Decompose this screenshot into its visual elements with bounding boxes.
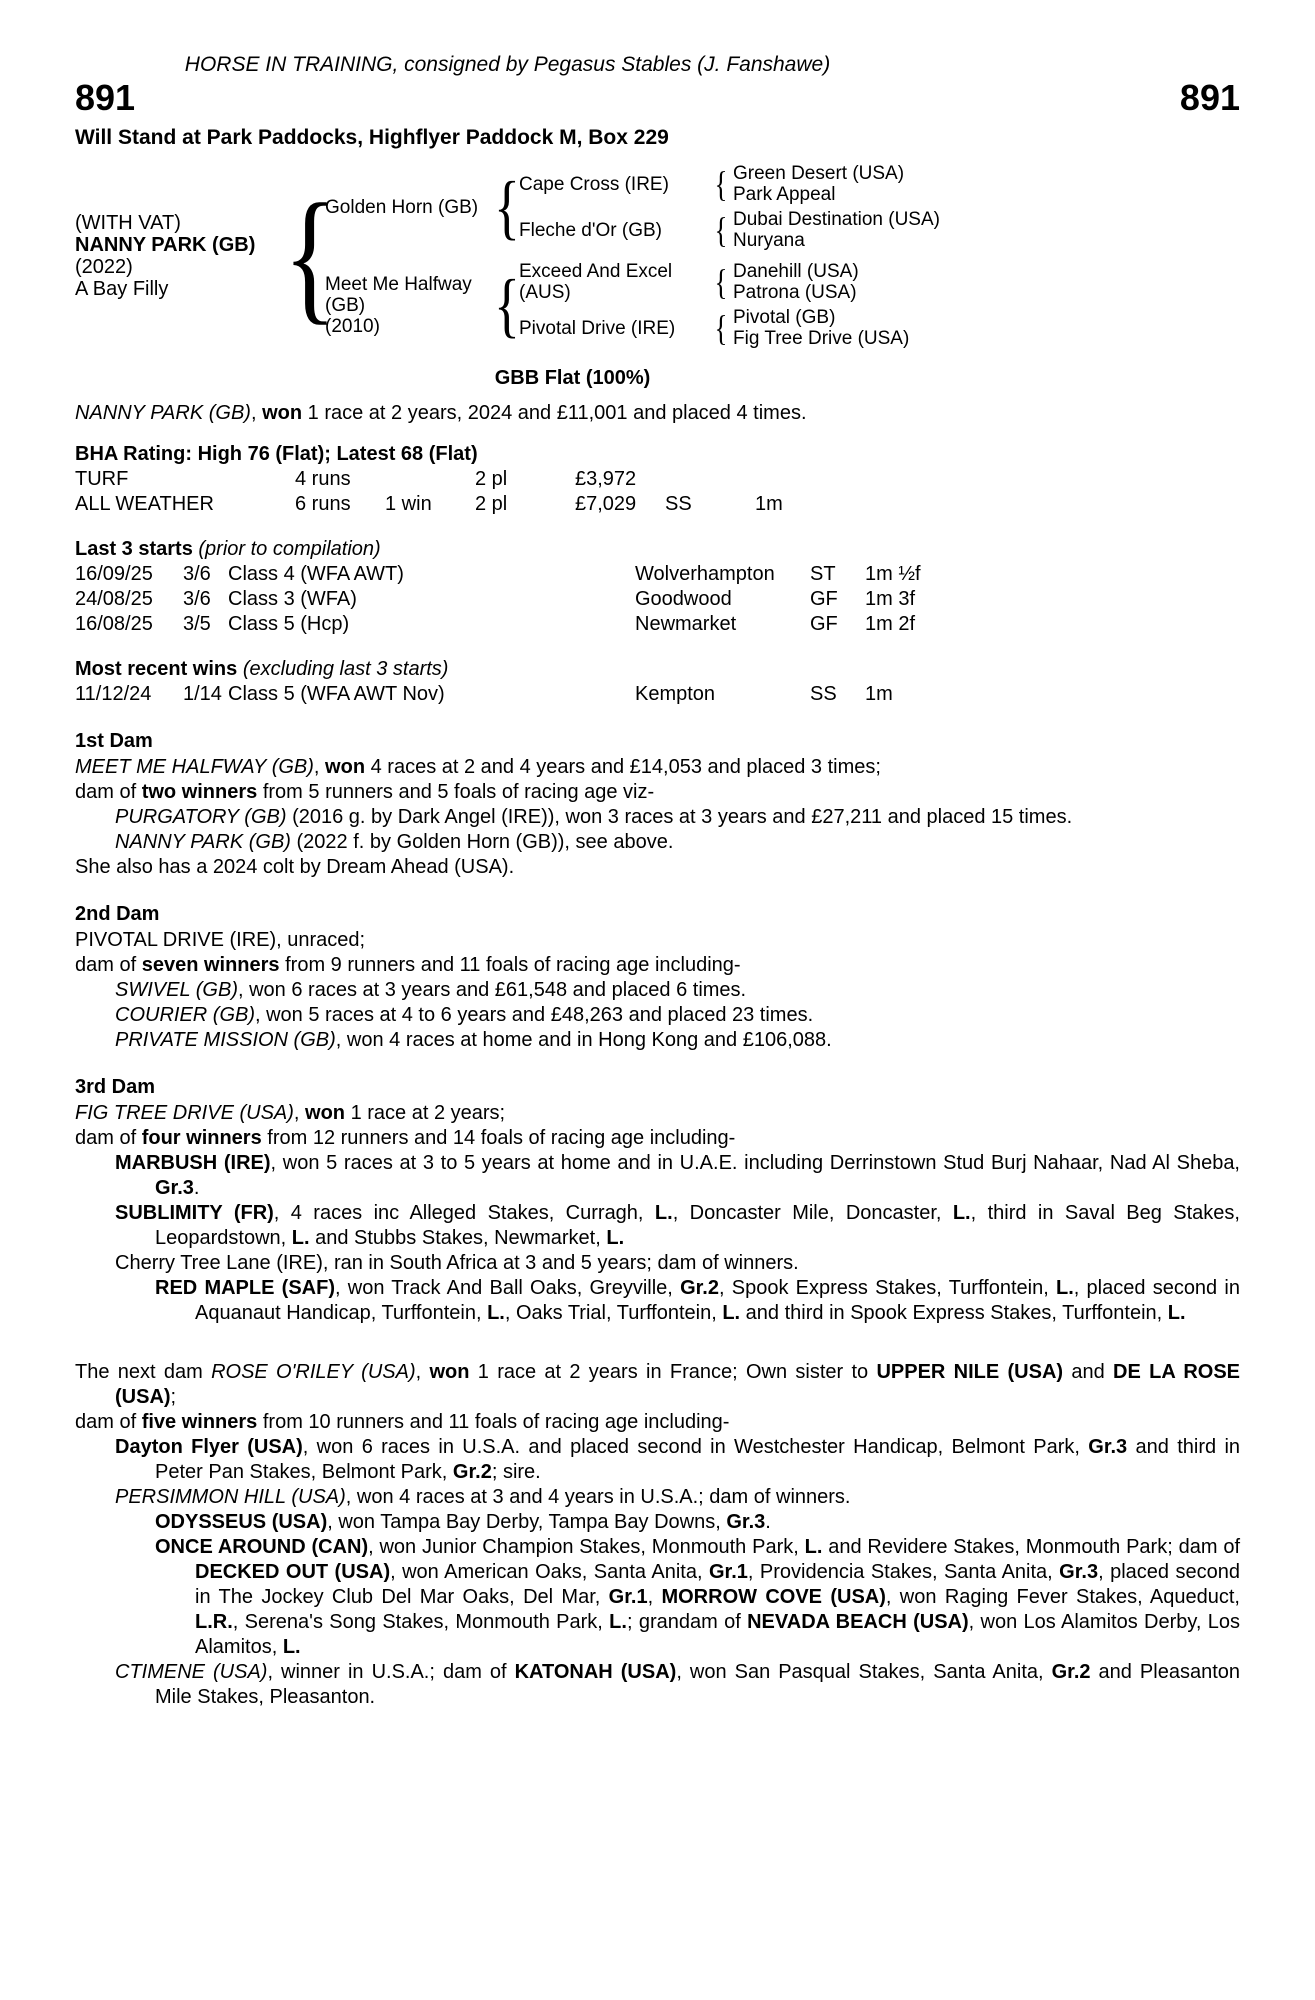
start-row — [75, 612, 1240, 637]
great-grandparent-name: Patrona (USA) — [733, 282, 857, 303]
win-row — [75, 682, 1240, 707]
paragraph: Dayton Flyer (USA), won 6 races in U.S.A. and placed second in Westchester Handicap, Belmont Park, Gr.3 and third in Peter Pan Stakes, Belmont Park, Gr.2; sire. — [115, 1436, 1241, 1483]
dam-branch — [325, 259, 1240, 351]
recent-wins-heading-label: Most recent wins — [75, 658, 238, 680]
lot-number-row — [75, 79, 1240, 117]
section-heading: 3rd Dam — [75, 1076, 156, 1098]
record-cell: £3,972 — [575, 468, 637, 490]
section-heading: 1st Dam — [75, 730, 153, 752]
lot-number-right: 891 — [1179, 77, 1240, 118]
paragraph: PIVOTAL DRIVE (IRE), unraced; — [75, 929, 366, 951]
paragraph: MARBUSH (IRE), won 5 races at 3 to 5 years at home and in U.A.E. including Derrinstown Stud Burj Nahaar, Nad Al Sheba, Gr.3. — [115, 1152, 1240, 1199]
paragraph: PRIVATE MISSION (GB), won 4 races at home and in Hong Kong and £106,088. — [115, 1029, 832, 1051]
win-course: Kempton — [635, 683, 716, 705]
pedigree-brace-icon: { — [714, 210, 728, 250]
foal-year: (2022) — [75, 256, 133, 278]
great-grandparent-name: Park Appeal — [733, 184, 836, 205]
pedigree-tree — [325, 158, 1240, 354]
paragraph: ONCE AROUND (CAN), won Junior Champion Stakes, Monmouth Park, L. and Revidere Stakes, Monmouth Park; dam of DECKED OUT (USA), won American Oaks, Santa Anita, Gr.1, Providencia Stakes, Santa Anita, Gr.3, placed second in The Jockey Club Del Mar Oaks, Del Mar, Gr.1, MORROW COVE (USA), won Raging Fever Stakes, Aqueduct, L.R., Serena's Song Stakes, Monmouth Park, L.; grandam of NEVADA BEACH (USA), won Los Alamitos Derby, Los Alamitos, L. — [155, 1536, 1241, 1658]
start-going: ST — [810, 563, 836, 585]
record-cell: 1 win — [385, 493, 432, 515]
start-class: Class 3 (WFA) — [228, 588, 357, 610]
record-cell: 1m — [755, 493, 783, 515]
paragraph: RED MAPLE (SAF), won Track And Ball Oaks, Greyville, Gr.2, Spook Express Stakes, Turffontein, L., placed second in Aquanaut Handicap, Turffontein, L., Oaks Trial, Turffontein, L. and third in Spook Express Stakes, Turffontein, L. — [155, 1277, 1240, 1324]
maternal-grandsire-name: Exceed And Excel (AUS) — [519, 261, 673, 303]
start-going: GF — [810, 613, 838, 635]
sire-branch — [325, 161, 1240, 253]
pedigree-brace-icon: { — [283, 174, 337, 338]
start-row — [75, 562, 1240, 587]
pedigree-brace-icon: { — [714, 262, 728, 302]
paragraph: COURIER (GB), won 5 races at 4 to 6 years and £48,263 and placed 23 times. — [115, 1004, 814, 1026]
start-row — [75, 587, 1240, 612]
section-heading: 2nd Dam — [75, 903, 160, 925]
horse-description: A Bay Filly — [75, 278, 169, 300]
start-course: Wolverhampton — [635, 563, 775, 585]
dam-name: Meet Me Halfway (GB) (2010) — [325, 273, 472, 337]
paragraph: dam of two winners from 5 runners and 5 foals of racing age viz- — [75, 781, 655, 803]
lot-number-left: 891 — [75, 77, 136, 118]
great-grandparents — [733, 163, 1240, 205]
great-grandparents — [733, 209, 1240, 251]
start-position: 3/6 — [183, 588, 211, 610]
sire-grandparents — [519, 161, 1240, 253]
section-3rd-dam — [75, 1075, 1240, 1326]
horse-details — [75, 212, 295, 300]
win-class: Class 5 (WFA AWT Nov) — [228, 683, 445, 705]
record-row-all-weather — [75, 492, 1240, 517]
section-2nd-dam — [75, 902, 1240, 1053]
paragraph: She also has a 2024 colt by Dream Ahead (USA). — [75, 856, 515, 878]
paragraph: dam of seven winners from 9 runners and 11 foals of racing age including- — [75, 954, 741, 976]
vat-note: (WITH VAT) — [75, 212, 181, 234]
start-distance: 1m ½f — [865, 563, 921, 585]
section-1st-dam — [75, 729, 1240, 880]
last-starts-heading — [75, 537, 1240, 562]
race-record-summary: NANNY PARK (GB), won 1 race at 2 years, 2024 and £11,001 and placed 4 times. — [75, 402, 807, 424]
record-cell: TURF — [75, 468, 129, 490]
pedigree-brace-icon: { — [494, 167, 520, 247]
great-grandparents — [733, 307, 1240, 349]
sire-name: Golden Horn (GB) — [325, 196, 479, 218]
start-date: 16/08/25 — [75, 613, 153, 635]
pedigree-brace-icon: { — [714, 164, 728, 204]
great-grandparent-name: Danehill (USA) — [733, 261, 859, 282]
paragraph: The next dam ROSE O'RILEY (USA), won 1 race at 2 years in France; Own sister to UPPER NILE (USA) and DE LA ROSE (USA); — [75, 1361, 1241, 1408]
paragraph: CTIMENE (USA), winner in U.S.A.; dam of KATONAH (USA), won San Pasqual Stakes, Santa Anita, Gr.2 and Pleasanton Mile Stakes, Pleasanton. — [115, 1661, 1241, 1708]
paragraph: MEET ME HALFWAY (GB), won 4 races at 2 and 4 years and £14,053 and placed 3 times; — [75, 756, 881, 778]
great-grandparents — [733, 261, 1240, 303]
paragraph: Cherry Tree Lane (IRE), ran in South Africa at 3 and 5 years; dam of winners. — [115, 1252, 799, 1274]
start-date: 24/08/25 — [75, 588, 153, 610]
win-distance: 1m — [865, 683, 893, 705]
win-going: SS — [810, 683, 837, 705]
paragraph: ODYSSEUS (USA), won Tampa Bay Derby, Tampa Bay Downs, Gr.3. — [155, 1511, 771, 1533]
start-class: Class 5 (Hcp) — [228, 613, 350, 635]
paternal-grandsire-name: Cape Cross (IRE) — [519, 173, 669, 195]
consignor-line: HORSE IN TRAINING, consigned by Pegasus Stables (J. Fanshawe) — [184, 53, 831, 76]
paternal-grandsire-group — [519, 163, 1240, 205]
great-grandparent-name: Green Desert (USA) — [733, 163, 905, 184]
record-cell: 4 runs — [295, 468, 351, 490]
start-going: GF — [810, 588, 838, 610]
paragraph: FIG TREE DRIVE (USA), won 1 race at 2 years; — [75, 1102, 506, 1124]
paragraph: dam of five winners from 10 runners and 11 foals of racing age including- — [75, 1411, 730, 1433]
paternal-granddam-group — [519, 209, 1240, 251]
recent-wins-heading-note: (excluding last 3 starts) — [237, 658, 449, 680]
paragraph: dam of four winners from 12 runners and 14 foals of racing age including- — [75, 1127, 736, 1149]
stand-location: Will Stand at Park Paddocks, Highflyer Paddock M, Box 229 — [75, 126, 669, 149]
paragraph: SWIVEL (GB), won 6 races at 3 years and £61,548 and placed 6 times. — [115, 979, 747, 1001]
maternal-granddam-group — [519, 307, 1240, 349]
record-cell: 6 runs — [295, 493, 351, 515]
gbb-scheme-line: GBB Flat (100%) — [494, 367, 651, 389]
record-row-turf — [75, 467, 1240, 492]
record-cell — [385, 467, 475, 492]
recent-wins-heading — [75, 657, 1240, 682]
dam-grandparents — [519, 259, 1240, 351]
record-cell: 2 pl — [475, 468, 508, 490]
start-course: Goodwood — [635, 588, 732, 610]
great-grandparent-name: Pivotal (GB) — [733, 307, 836, 328]
record-cell: £7,029 — [575, 493, 637, 515]
maternal-grandsire-group — [519, 261, 1240, 303]
start-distance: 1m 2f — [865, 613, 916, 635]
great-grandparent-name: Nuryana — [733, 230, 805, 251]
start-distance: 1m 3f — [865, 588, 916, 610]
start-class: Class 4 (WFA AWT) — [228, 563, 404, 585]
start-course: Newmarket — [635, 613, 737, 635]
paragraph: PERSIMMON HILL (USA), won 4 races at 3 and 4 years in U.S.A.; dam of winners. — [115, 1486, 851, 1508]
section-next-dam — [75, 1360, 1240, 1710]
great-grandparent-name: Fig Tree Drive (USA) — [733, 328, 910, 349]
win-position: 1/14 — [183, 683, 222, 705]
paternal-granddam-name: Fleche d'Or (GB) — [519, 219, 662, 241]
record-cell — [665, 467, 755, 492]
record-cell: SS — [665, 493, 692, 515]
paragraph: PURGATORY (GB) (2016 g. by Dark Angel (IRE)), won 3 races at 3 years and £27,211 and placed 15 times. — [115, 806, 1073, 828]
last-starts-heading-label: Last 3 starts — [75, 538, 193, 560]
win-date: 11/12/24 — [75, 683, 152, 705]
paragraph: SUBLIMITY (FR), 4 races inc Alleged Stakes, Curragh, L., Doncaster Mile, Doncaster, L., third in Saval Beg Stakes, Leopardstown, L. and Stubbs Stakes, Newmarket, L. — [115, 1202, 1240, 1249]
pedigree-brace-icon: { — [714, 308, 728, 348]
record-cell — [755, 467, 1240, 492]
bha-rating-heading: BHA Rating: High 76 (Flat); Latest 68 (Flat) — [75, 443, 478, 465]
start-position: 3/5 — [183, 613, 211, 635]
horse-name: NANNY PARK (GB) — [75, 234, 256, 256]
maternal-granddam-name: Pivotal Drive (IRE) — [519, 317, 676, 339]
paragraph: NANNY PARK (GB) (2022 f. by Golden Horn (GB)), see above. — [115, 831, 674, 853]
pedigree-brace-icon: { — [494, 265, 520, 345]
last-starts-heading-note: (prior to compilation) — [192, 538, 381, 560]
start-date: 16/09/25 — [75, 563, 153, 585]
pedigree-table — [75, 158, 1240, 354]
great-grandparent-name: Dubai Destination (USA) — [733, 209, 940, 230]
record-cell: ALL WEATHER — [75, 493, 214, 515]
record-cell: 2 pl — [475, 493, 508, 515]
start-position: 3/6 — [183, 563, 211, 585]
